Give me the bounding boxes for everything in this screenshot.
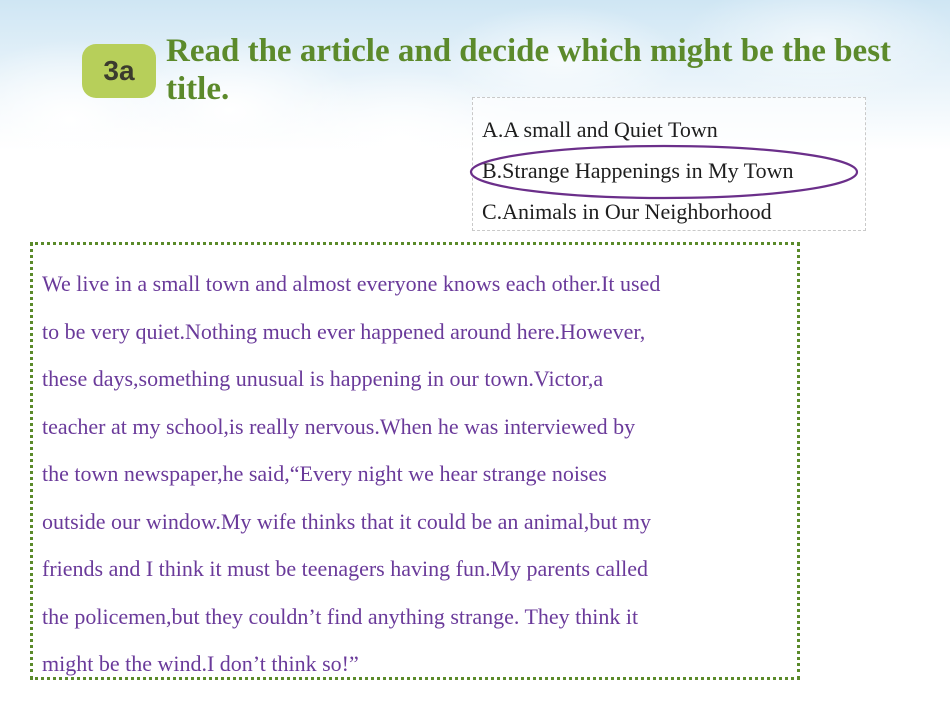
option-c[interactable]: C.Animals in Our Neighborhood [482, 199, 772, 224]
article-line: the town newspaper,he said,“Every night we hear strange noises [42, 461, 607, 486]
article-line: might be the wind.I don’t think so!” [42, 651, 359, 676]
article-line: outside our window.My wife thinks that it could be an animal,but my [42, 508, 651, 534]
article-line: to be very quiet.Nothing much ever happened around here.However, [42, 318, 646, 344]
article-text [42, 260, 792, 688]
article-line: the policemen,but they couldn’t find anything strange. They think it [42, 603, 639, 629]
instruction-title: Read the article and decide which might be the best title. [166, 33, 892, 107]
option-a[interactable]: A.A small and Quiet Town [482, 117, 718, 142]
option-b[interactable]: B.Strange Happenings in My Town [482, 158, 794, 183]
article-line: We live in a small town and almost everyone knows each other.It used [42, 271, 661, 296]
article-line: these days,something unusual is happening in our town.Victor,a [42, 366, 604, 391]
article-line: teacher at my school,is really nervous.When he was interviewed by [42, 413, 636, 439]
title-options-box [472, 97, 866, 231]
exercise-number-badge: 3a [82, 44, 156, 98]
article-line: friends and I think it must be teenagers having fun.My parents called [42, 556, 649, 581]
article-passage-box [30, 242, 800, 680]
